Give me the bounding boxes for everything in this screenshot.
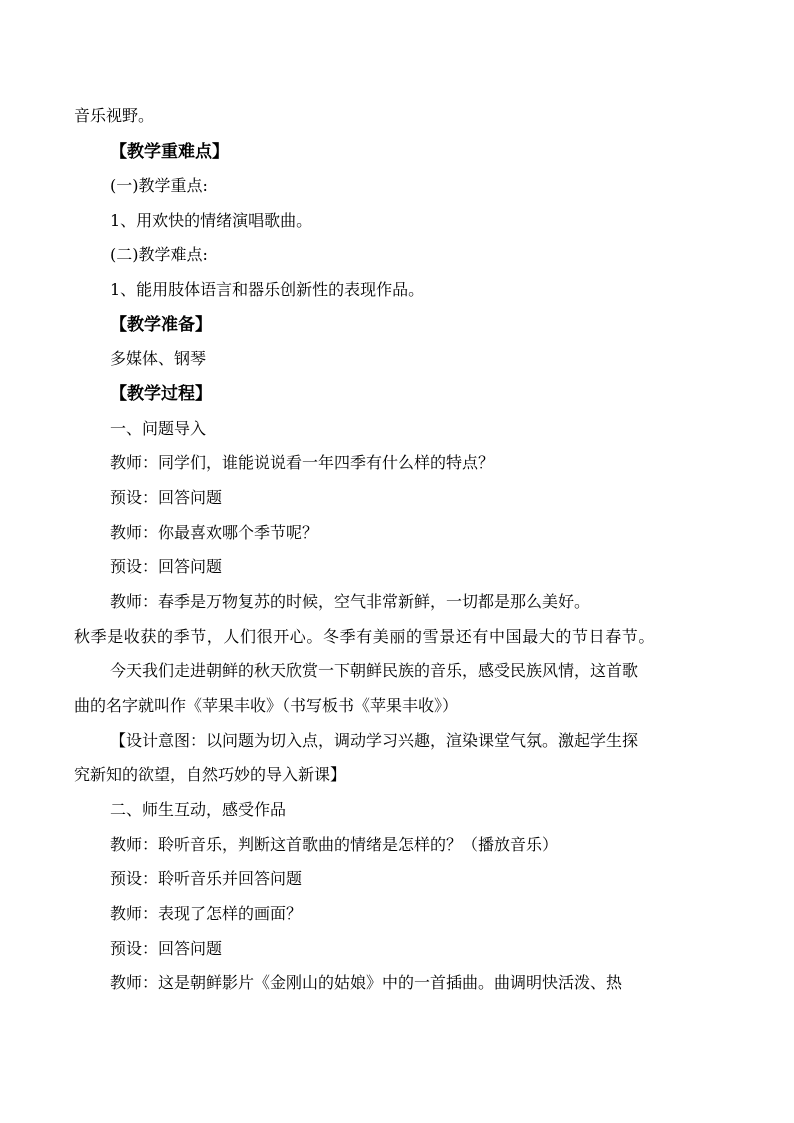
paragraph-line: 音乐视野。 (74, 106, 155, 125)
dialogue-line: 预设：聆听音乐并回答问题 (110, 869, 303, 888)
subheading-interaction: 二、师生互动，感受作品 (110, 800, 287, 819)
section-heading-preparation: 【教学准备】 (110, 315, 212, 335)
dialogue-line: 教师：春季是万物复苏的时候，空气非常新鲜，一切都是那么美好。 (110, 592, 591, 611)
list-item: 1、用欢快的情绪演唱歌曲。 (110, 211, 313, 230)
paragraph-line: 曲的名字就叫作《苹果丰收》（书写板书《苹果丰收》） (74, 696, 459, 715)
subheading-intro: 一、问题导入 (110, 419, 207, 438)
section-heading-key-points: 【教学重难点】 (110, 142, 229, 162)
dialogue-line: 教师：你最喜欢哪个季节呢？ (110, 523, 319, 542)
design-intent-line: 【设计意图：以问题为切入点，调动学习兴趣，渲染课堂气氛。激起学生探 (110, 731, 639, 750)
dialogue-line: 预设：回答问题 (110, 488, 223, 507)
dialogue-line: 预设：回答问题 (110, 939, 223, 958)
subheading-difficulty: (二)教学难点: (110, 245, 208, 264)
section-heading-process: 【教学过程】 (110, 384, 212, 404)
paragraph-line: 秋季是收获的季节，人们很开心。冬季有美丽的雪景还有中国最大的节日春节。 (74, 627, 656, 646)
list-item: 1、能用肢体语言和器乐创新性的表现作品。 (110, 280, 425, 299)
paragraph-line: 多媒体、钢琴 (110, 349, 207, 368)
dialogue-line: 教师：聆听音乐，判断这首歌曲的情绪是怎样的？（播放音乐） (110, 835, 559, 854)
paragraph-line: 今天我们走进朝鲜的秋天欣赏一下朝鲜民族的音乐，感受民族风情，这首歌 (110, 661, 639, 680)
subheading-key-focus: (一)教学重点: (110, 176, 208, 195)
dialogue-line: 预设：回答问题 (110, 557, 223, 576)
design-intent-line: 究新知的欲望，自然巧妙的导入新课】 (74, 765, 347, 784)
dialogue-line: 教师：表现了怎样的画面？ (110, 904, 303, 923)
dialogue-line: 教师：同学们，谁能说说看一年四季有什么样的特点？ (110, 453, 495, 472)
dialogue-line: 教师：这是朝鲜影片《金刚山的姑娘》中的一首插曲。曲调明快活泼、热 (110, 973, 623, 992)
